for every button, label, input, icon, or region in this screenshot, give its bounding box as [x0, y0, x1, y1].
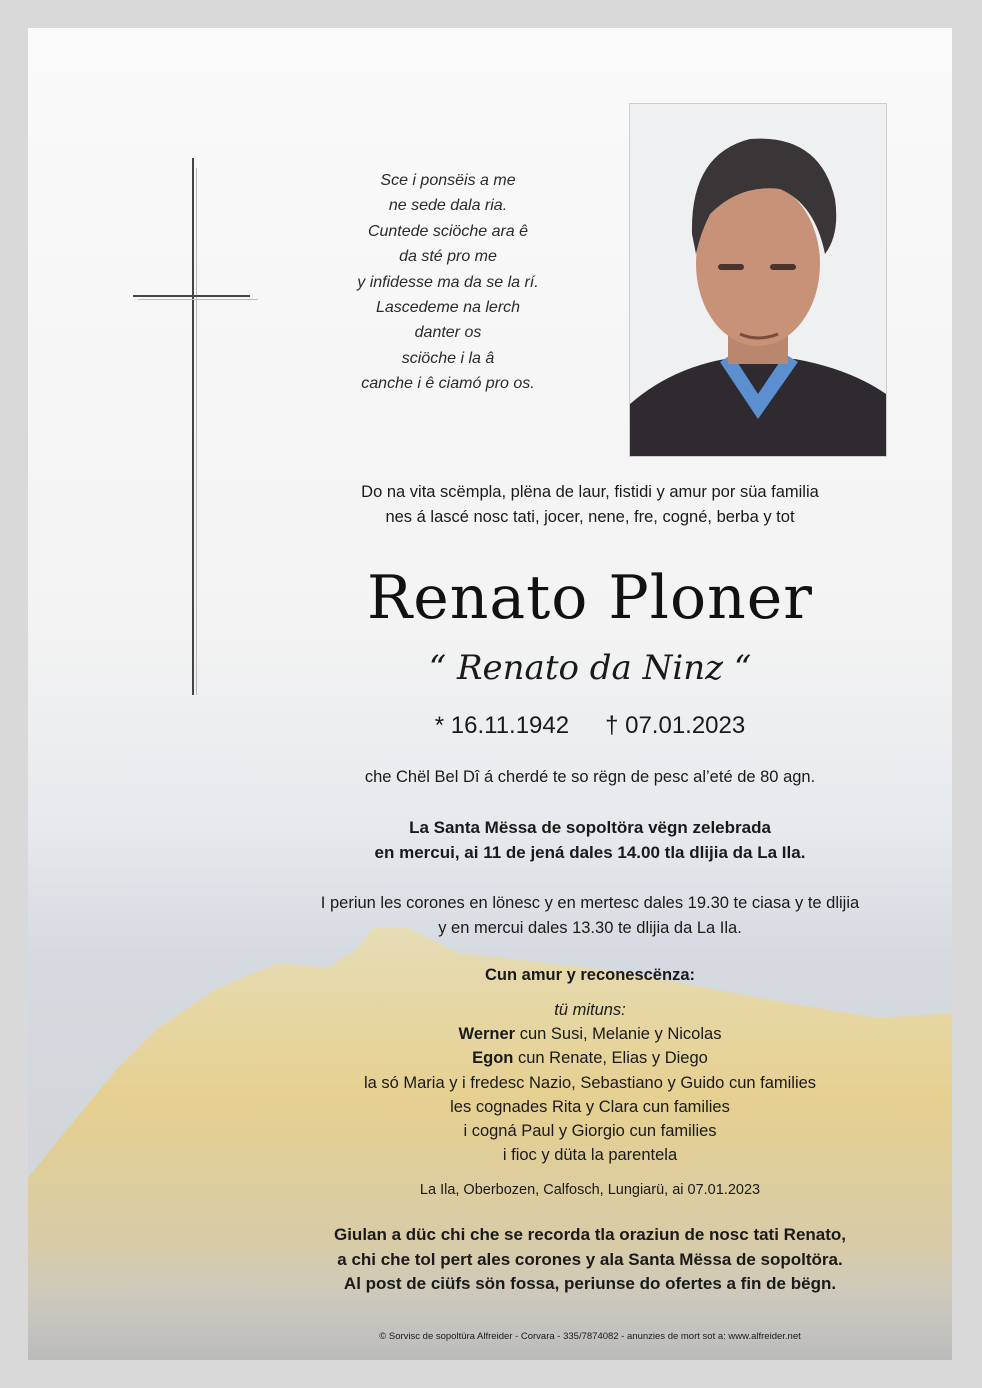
mourner-line: la só Maria y i fredesc Nazio, Sebastiano y Guido cun families — [363, 1073, 817, 1092]
mourner-line — [240, 1022, 940, 1046]
mourner-line: les cognades Rita y Clara cun families — [450, 1097, 730, 1116]
mourner-line — [240, 1046, 940, 1070]
obituary-card — [28, 28, 952, 1360]
nickname: “ Renato da Ninz “ — [428, 648, 752, 688]
thanks-line: a chi che tol pert ales corones y ala Santa Mëssa de sopoltöra. — [337, 1249, 843, 1269]
mourner-name: Egon — [472, 1049, 514, 1068]
poem-line: canche i ê ciamó pro os. — [361, 375, 535, 393]
mourners-list — [240, 998, 940, 1167]
mass-line: en mercui, ai 11 de jená dales 14.00 tla dlijia da La Ila. — [374, 842, 806, 862]
thanks-line: Al post de ciüfs sön fossa, periunse do ofertes a fin de bëgn. — [343, 1274, 837, 1293]
mourner-line: i cogná Paul y Giorgio cun families — [463, 1122, 717, 1141]
mourner-line: i fioc y düta la parentela — [502, 1146, 678, 1165]
poem-line: ne sede dala ria. — [388, 197, 508, 215]
portrait-photo — [629, 103, 887, 457]
poem-line: Sce i ponsëis a me — [380, 172, 516, 189]
mourner-family: cun Renate, Elias y Diego — [513, 1049, 708, 1068]
intro-line: Do na vita scëmpla, plëna de laur, fistidi y amur por süa familia — [361, 483, 819, 501]
poem-line: y infidesse ma da se la rí. — [357, 273, 539, 291]
rosary-line: y en mercui dales 13.30 te dlijia da La Ila. — [438, 918, 742, 937]
death-date: † 07.01.2023 — [605, 712, 746, 739]
mourner-family: cun Susi, Melanie y Nicolas — [515, 1025, 722, 1044]
deceased-name: Renato Ploner — [367, 563, 813, 633]
poem-line: Cuntede sciöche ara ê — [367, 222, 529, 240]
poem-line: sciöche i la â — [401, 349, 495, 367]
thanks-text — [240, 1223, 940, 1297]
funeral-mass-info — [240, 816, 940, 865]
thanks-line: Giulan a düc chi che se recorda tla oraziun de nosc tati Renato, — [333, 1225, 847, 1244]
poem-line: danter os — [414, 324, 482, 342]
poem-line: da sté pro me — [399, 248, 497, 266]
life-dates — [240, 712, 940, 740]
rosary-info — [240, 891, 940, 940]
mourner-name: Werner — [458, 1025, 516, 1044]
age-line: che Chël Bel Dî á cherdé te so rëgn de pesc al’eté de 80 agn. — [364, 768, 816, 786]
mourners-intro: tü mituns: — [554, 1001, 626, 1019]
poem-line: Lascedeme na lerch — [375, 299, 521, 317]
intro-text — [240, 480, 940, 529]
rosary-line: I periun les corones en lönesc y en mertesc dales 19.30 te ciasa y te dlijia — [320, 894, 860, 912]
footer-credit: © Sorvisc de sopoltüra Alfreider - Corvara - 335/7874082 - anunzies de mort sot a: www.alfreider.net — [379, 1331, 801, 1342]
mass-line: La Santa Mëssa de sopoltöra vëgn zelebrada — [409, 818, 771, 837]
intro-line: nes á lascé nosc tati, jocer, nene, fre, cogné, berba y tot — [385, 507, 795, 526]
birth-date: * 16.11.1942 — [434, 712, 570, 739]
mourners-heading: Cun amur y reconescënza: — [485, 966, 695, 984]
poem — [278, 168, 618, 397]
place-date: La Ila, Oberbozen, Calfosch, Lungiarü, ai 07.01.2023 — [419, 1182, 761, 1198]
